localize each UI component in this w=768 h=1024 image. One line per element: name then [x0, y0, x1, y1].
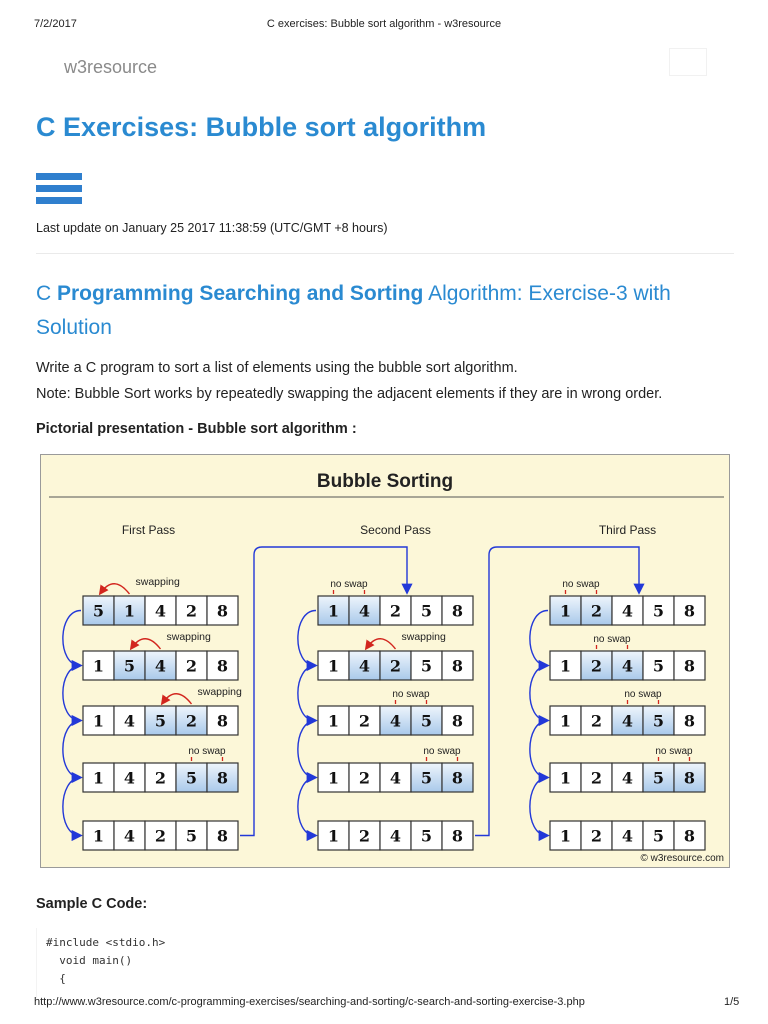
description-line-2: Note: Bubble Sort works by repeatedly swapping the adjacent elements if they are in wrong order. — [36, 386, 663, 402]
array-value: 4 — [621, 768, 634, 788]
array-value: 5 — [652, 711, 665, 731]
pass-label: First Pass — [121, 523, 176, 537]
array-value: 2 — [590, 711, 603, 731]
bubble-sort-svg — [41, 455, 729, 867]
array-value: 8 — [451, 601, 464, 621]
array-value: 2 — [590, 656, 603, 676]
no-swap-label: no swap — [392, 689, 430, 700]
array-value: 1 — [327, 601, 340, 621]
flow-arrow — [530, 778, 548, 836]
swap-label: swapping — [166, 631, 211, 643]
array-value: 8 — [216, 826, 229, 846]
print-title: C exercises: Bubble sort algorithm - w3resource — [266, 18, 502, 30]
array-value: 5 — [420, 656, 433, 676]
array-value: 4 — [621, 656, 634, 676]
array-value: 4 — [389, 768, 402, 788]
footer-url[interactable]: http://www.w3resource.com/c-programming-exercises/searching-and-sorting/c-search-and-sorting-exercise-3.php — [34, 996, 585, 1008]
array-value: 4 — [358, 656, 371, 676]
array-value: 5 — [92, 601, 105, 621]
array-value: 1 — [327, 826, 340, 846]
swap-arrow — [367, 639, 396, 649]
array-value: 5 — [420, 768, 433, 788]
array-value: 2 — [590, 826, 603, 846]
array-value: 1 — [327, 768, 340, 788]
array-value: 4 — [154, 601, 167, 621]
array-value: 8 — [683, 656, 696, 676]
code-line: void main() — [46, 954, 133, 967]
bubble-sort-diagram — [40, 454, 730, 868]
flow-arrow — [63, 666, 81, 721]
pass-label: Second Pass — [360, 523, 431, 537]
array-value: 8 — [683, 768, 696, 788]
array-value: 4 — [358, 601, 371, 621]
array-value: 2 — [185, 601, 198, 621]
swap-arrow — [132, 639, 161, 649]
array-value: 8 — [216, 656, 229, 676]
flow-arrow — [298, 611, 316, 666]
array-value: 5 — [420, 601, 433, 621]
no-swap-label: no swap — [655, 746, 693, 757]
array-value: 1 — [92, 768, 105, 788]
array-value: 8 — [451, 768, 464, 788]
array-value: 1 — [559, 601, 572, 621]
array-value: 2 — [590, 601, 603, 621]
pictorial-heading: Pictorial presentation - Bubble sort algorithm : — [36, 421, 357, 437]
array-value: 8 — [451, 711, 464, 731]
swap-label: swapping — [135, 576, 180, 588]
flow-arrow — [298, 721, 316, 778]
array-value: 4 — [154, 656, 167, 676]
flow-arrow — [298, 778, 316, 836]
array-value: 4 — [123, 711, 136, 731]
swap-label: swapping — [197, 686, 242, 698]
array-value: 2 — [185, 711, 198, 731]
array-value: 1 — [123, 601, 136, 621]
array-value: 5 — [652, 826, 665, 846]
array-value: 2 — [590, 768, 603, 788]
array-value: 8 — [683, 711, 696, 731]
array-value: 1 — [559, 656, 572, 676]
array-value: 5 — [420, 826, 433, 846]
array-value: 4 — [123, 768, 136, 788]
array-value: 8 — [683, 826, 696, 846]
array-value: 5 — [652, 768, 665, 788]
array-value: 4 — [621, 711, 634, 731]
flow-arrow — [530, 721, 548, 778]
swap-label: swapping — [401, 631, 446, 643]
footer-page: 1/5 — [724, 996, 740, 1008]
swap-arrow — [101, 584, 130, 594]
array-value: 1 — [559, 768, 572, 788]
no-swap-label: no swap — [188, 746, 226, 757]
array-value: 1 — [559, 826, 572, 846]
array-value: 8 — [216, 768, 229, 788]
array-value: 4 — [123, 826, 136, 846]
array-value: 5 — [154, 711, 167, 731]
code-line: { — [46, 972, 66, 985]
array-value: 2 — [358, 711, 371, 731]
swap-arrow — [163, 694, 192, 704]
sample-code-heading: Sample C Code: — [36, 896, 148, 912]
array-value: 2 — [358, 826, 371, 846]
array-value: 2 — [358, 768, 371, 788]
array-value: 8 — [451, 826, 464, 846]
exercise-heading-suffix: Algorithm: Exercise-3 with Solution — [36, 282, 671, 339]
array-value: 1 — [327, 711, 340, 731]
print-date: 7/2/2017 — [34, 18, 77, 30]
menu-icon[interactable] — [36, 173, 82, 209]
array-value: 1 — [92, 711, 105, 731]
flow-arrow — [530, 611, 548, 666]
site-logo[interactable]: w3resource — [64, 57, 158, 77]
array-value: 5 — [185, 826, 198, 846]
array-value: 5 — [185, 768, 198, 788]
flow-arrow — [298, 666, 316, 721]
page-title: C Exercises: Bubble sort algorithm — [36, 112, 487, 142]
array-value: 2 — [154, 826, 167, 846]
array-value: 1 — [559, 711, 572, 731]
exercise-heading-link[interactable]: Programming Searching and Sorting — [57, 282, 424, 305]
description-line-1: Write a C program to sort a list of elements using the bubble sort algorithm. — [36, 360, 518, 376]
array-value: 4 — [621, 826, 634, 846]
array-value: 1 — [327, 656, 340, 676]
divider — [36, 253, 734, 254]
pass-label: Third Pass — [598, 523, 657, 537]
array-value: 2 — [154, 768, 167, 788]
array-value: 2 — [389, 601, 402, 621]
array-value: 1 — [92, 826, 105, 846]
array-value: 2 — [389, 656, 402, 676]
diagram-title: Bubble Sorting — [316, 471, 454, 492]
array-value: 8 — [216, 601, 229, 621]
no-swap-label: no swap — [330, 579, 368, 590]
code-line: #include <stdio.h> — [46, 936, 166, 949]
flow-arrow — [63, 721, 81, 778]
exercise-heading-prefix: C — [36, 282, 57, 305]
array-value: 8 — [451, 656, 464, 676]
diagram-copyright: © w3resource.com — [640, 853, 724, 864]
array-value: 8 — [683, 601, 696, 621]
last-update: Last update on January 25 2017 11:38:59 (UTC/GMT +8 hours) — [36, 221, 388, 235]
array-value: 4 — [389, 826, 402, 846]
no-swap-label: no swap — [562, 579, 600, 590]
no-swap-label: no swap — [593, 634, 631, 645]
flow-arrow — [530, 666, 548, 721]
array-value: 4 — [621, 601, 634, 621]
exercise-heading — [36, 277, 736, 345]
flow-arrow — [63, 778, 81, 836]
search-box[interactable] — [669, 48, 707, 76]
array-value: 5 — [420, 711, 433, 731]
array-value: 5 — [123, 656, 136, 676]
array-value: 8 — [216, 711, 229, 731]
no-swap-label: no swap — [423, 746, 461, 757]
no-swap-label: no swap — [624, 689, 662, 700]
array-value: 5 — [652, 601, 665, 621]
array-value: 1 — [92, 656, 105, 676]
array-value: 5 — [652, 656, 665, 676]
flow-arrow — [63, 611, 81, 666]
array-value: 4 — [389, 711, 402, 731]
array-value: 2 — [185, 656, 198, 676]
